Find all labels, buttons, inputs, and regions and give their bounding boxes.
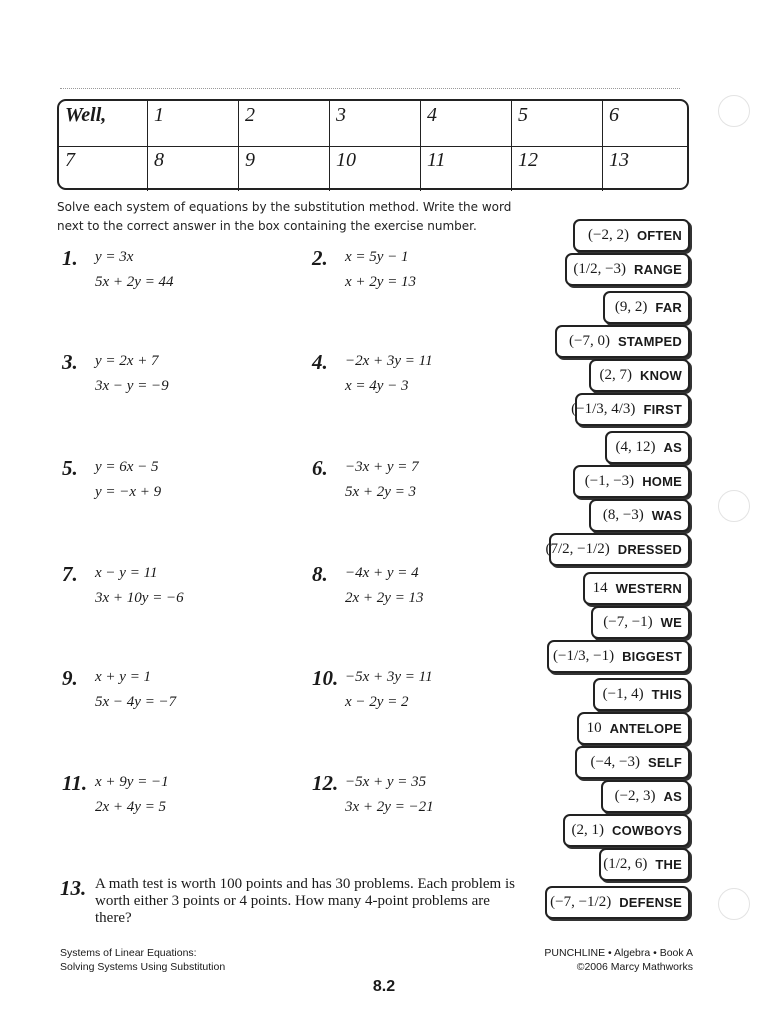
tile-answer: (−2, 2) bbox=[587, 227, 629, 243]
cell-number: 10 bbox=[336, 149, 356, 171]
answer-tile bbox=[547, 640, 690, 673]
well-label: Well, bbox=[65, 104, 107, 126]
answer-cell[interactable] bbox=[329, 101, 420, 146]
footer-right-line-2: ©2006 Marcy Mathworks bbox=[576, 961, 693, 973]
cell-number: 9 bbox=[245, 149, 255, 171]
equation-2: x − 2y = 2 bbox=[345, 694, 409, 710]
punch-hole-icon bbox=[718, 95, 750, 127]
equation-2: x = 4y − 3 bbox=[345, 378, 409, 394]
equation-2: 3x + 2y = −21 bbox=[345, 799, 434, 815]
answer-cell[interactable] bbox=[420, 146, 511, 191]
tile-answer: (−1/3, −1) bbox=[553, 648, 615, 664]
equation-1: −5x + y = 35 bbox=[345, 774, 427, 790]
answer-tile bbox=[565, 253, 690, 286]
well-cell bbox=[59, 101, 147, 146]
tile-word: HOME bbox=[642, 474, 682, 489]
answer-tile bbox=[605, 431, 690, 464]
answer-box-row-1 bbox=[59, 101, 687, 147]
cell-number: 11 bbox=[427, 149, 446, 171]
answer-tile bbox=[577, 712, 690, 745]
top-dotted-line bbox=[60, 88, 680, 93]
answer-tile bbox=[599, 848, 690, 881]
cell-number: 6 bbox=[609, 104, 619, 126]
equation-1: −5x + 3y = 11 bbox=[345, 669, 433, 685]
equation-2: 2x + 4y = 5 bbox=[95, 799, 167, 815]
tile-word: DEFENSE bbox=[619, 895, 682, 910]
tile-answer: (4, 12) bbox=[615, 439, 656, 455]
problem-number: 12. bbox=[312, 771, 339, 795]
equation-2: 5x + 2y = 44 bbox=[95, 274, 174, 290]
answer-box-row-2 bbox=[59, 146, 687, 191]
equation-2: 5x + 2y = 3 bbox=[345, 484, 417, 500]
problem-number: 4. bbox=[312, 350, 328, 374]
answer-tile bbox=[573, 219, 690, 252]
tile-word: SELF bbox=[647, 755, 682, 770]
problem-number: 8. bbox=[312, 562, 328, 586]
answer-cell[interactable] bbox=[602, 101, 687, 146]
punch-hole-icon bbox=[718, 888, 750, 920]
answer-tile bbox=[555, 325, 690, 358]
tile-answer: (−2, 3) bbox=[614, 788, 656, 804]
equation-1: y = 3x bbox=[95, 249, 134, 265]
problem-8 bbox=[312, 562, 542, 617]
tile-word: AS bbox=[663, 440, 682, 455]
tile-word: WE bbox=[660, 615, 682, 630]
tile-answer: (7/2, −1/2) bbox=[545, 541, 610, 557]
answer-cell[interactable] bbox=[420, 101, 511, 146]
answer-box bbox=[57, 99, 689, 190]
answer-cell[interactable] bbox=[59, 146, 147, 191]
tile-word: STAMPED bbox=[618, 334, 682, 349]
answer-cell[interactable] bbox=[238, 146, 329, 191]
word-problem-text: A math test is worth 100 points and has 30 problems. Each problem is worth either 3 points or 4 points. How many 4-point problems are there? bbox=[95, 876, 515, 926]
cell-number: 7 bbox=[65, 149, 75, 171]
equation-1: −3x + y = 7 bbox=[345, 459, 419, 475]
footer-right-line-1: PUNCHLINE • Algebra • Book A bbox=[544, 947, 693, 959]
problem-6 bbox=[312, 456, 542, 511]
cell-number: 2 bbox=[245, 104, 255, 126]
problem-number: 10. bbox=[312, 666, 339, 690]
answer-cell[interactable] bbox=[511, 101, 602, 146]
answer-tile bbox=[589, 499, 690, 532]
equation-2: 2x + 2y = 13 bbox=[345, 590, 424, 606]
equation-1: x − y = 11 bbox=[95, 565, 158, 581]
tile-word: FAR bbox=[655, 300, 682, 315]
tile-answer: (−7, −1) bbox=[603, 614, 653, 630]
problem-9 bbox=[62, 666, 292, 721]
tile-answer: (2, 1) bbox=[571, 822, 604, 838]
answer-tile bbox=[545, 886, 690, 919]
equation-2: 3x + 10y = −6 bbox=[95, 590, 184, 606]
answer-tile bbox=[563, 814, 690, 847]
equation-2: x + 2y = 13 bbox=[345, 274, 417, 290]
tile-word: DRESSED bbox=[617, 542, 682, 557]
page-number: 8.2 bbox=[372, 978, 396, 995]
answer-tile bbox=[603, 291, 690, 324]
tile-answer: (9, 2) bbox=[614, 299, 648, 315]
equation-1: x + 9y = −1 bbox=[95, 774, 169, 790]
problem-2 bbox=[312, 246, 542, 301]
equation-2: y = −x + 9 bbox=[95, 484, 162, 500]
equation-1: x + y = 1 bbox=[95, 669, 152, 685]
problem-3 bbox=[62, 350, 292, 405]
cell-number: 13 bbox=[609, 149, 629, 171]
problem-number: 3. bbox=[62, 350, 78, 374]
tile-word: FIRST bbox=[643, 402, 682, 417]
problem-number: 11. bbox=[62, 771, 88, 795]
tile-answer: (−1/3, 4/3) bbox=[571, 401, 636, 417]
problem-number: 5. bbox=[62, 456, 78, 480]
equation-1: y = 6x − 5 bbox=[95, 459, 159, 475]
tile-word: RANGE bbox=[634, 262, 682, 277]
problem-number: 6. bbox=[312, 456, 328, 480]
footer-right bbox=[544, 946, 693, 974]
tile-answer: (8, −3) bbox=[602, 507, 644, 523]
answer-tile bbox=[583, 572, 690, 605]
tile-answer: (−1, 4) bbox=[602, 686, 644, 702]
problem-7 bbox=[62, 562, 292, 617]
answer-cell[interactable] bbox=[329, 146, 420, 191]
tile-answer: (1/2, 6) bbox=[603, 856, 648, 872]
equation-2: 3x − y = −9 bbox=[95, 378, 169, 394]
footer-left-line-2: Solving Systems Using Substitution bbox=[60, 961, 226, 973]
problem-5 bbox=[62, 456, 292, 511]
tile-word: WAS bbox=[651, 508, 682, 523]
tile-answer: 14 bbox=[592, 580, 608, 596]
problem-4 bbox=[312, 350, 542, 405]
footer-left bbox=[60, 946, 225, 974]
answer-tile bbox=[601, 780, 690, 813]
problem-number: 2. bbox=[312, 246, 328, 270]
answer-tile bbox=[589, 359, 690, 392]
equation-1: x = 5y − 1 bbox=[345, 249, 409, 265]
answer-tile bbox=[591, 606, 690, 639]
cell-number: 5 bbox=[518, 104, 528, 126]
equation-1: y = 2x + 7 bbox=[95, 353, 159, 369]
cell-number: 3 bbox=[336, 104, 346, 126]
instructions: Solve each system of equations by the substitution method. Write the word next to the correct answer in the box containing the exercise number. bbox=[57, 200, 512, 233]
footer-left-line-1: Systems of Linear Equations: bbox=[60, 947, 197, 959]
answer-cell[interactable] bbox=[511, 146, 602, 191]
answer-cell[interactable] bbox=[147, 146, 238, 191]
equation-1: −4x + y = 4 bbox=[345, 565, 419, 581]
answer-tile bbox=[545, 533, 690, 566]
answer-tile bbox=[573, 465, 690, 498]
problem-1 bbox=[62, 246, 292, 301]
answer-cell[interactable] bbox=[147, 101, 238, 146]
tile-answer: (−7, −1/2) bbox=[550, 894, 612, 910]
tile-word: OFTEN bbox=[636, 228, 682, 243]
tile-answer: (−7, 0) bbox=[569, 333, 610, 349]
tile-word: COWBOYS bbox=[611, 823, 682, 838]
tile-answer: (−4, −3) bbox=[590, 754, 640, 770]
answer-cell[interactable] bbox=[602, 146, 687, 191]
tile-answer: (−1, −3) bbox=[584, 473, 635, 489]
problem-10 bbox=[312, 666, 542, 721]
cell-number: 1 bbox=[154, 104, 164, 126]
tile-word: BIGGEST bbox=[622, 649, 682, 664]
tile-word: KNOW bbox=[640, 368, 682, 383]
word-problem-number: 13. bbox=[60, 876, 87, 900]
tile-word: THE bbox=[655, 857, 682, 872]
tile-word: ANTELOPE bbox=[609, 721, 682, 736]
answer-tile bbox=[571, 393, 690, 426]
answer-tile bbox=[575, 746, 690, 779]
punch-hole-icon bbox=[718, 490, 750, 522]
tile-answer: 10 bbox=[586, 720, 602, 736]
tile-word: AS bbox=[663, 789, 682, 804]
cell-number: 12 bbox=[518, 149, 538, 171]
answer-cell[interactable] bbox=[238, 101, 329, 146]
tile-word: THIS bbox=[651, 687, 682, 702]
tile-answer: (2, 7) bbox=[599, 367, 633, 383]
problem-11 bbox=[62, 771, 292, 826]
answer-tile bbox=[593, 678, 690, 711]
tile-answer: (1/2, −3) bbox=[573, 261, 627, 277]
problem-number: 1. bbox=[62, 246, 78, 270]
cell-number: 8 bbox=[154, 149, 164, 171]
tile-word: WESTERN bbox=[615, 581, 682, 596]
equation-1: −2x + 3y = 11 bbox=[345, 353, 433, 369]
problem-number: 7. bbox=[62, 562, 78, 586]
problem-12 bbox=[312, 771, 542, 826]
cell-number: 4 bbox=[427, 104, 437, 126]
problem-number: 9. bbox=[62, 666, 78, 690]
equation-2: 5x − 4y = −7 bbox=[95, 694, 177, 710]
